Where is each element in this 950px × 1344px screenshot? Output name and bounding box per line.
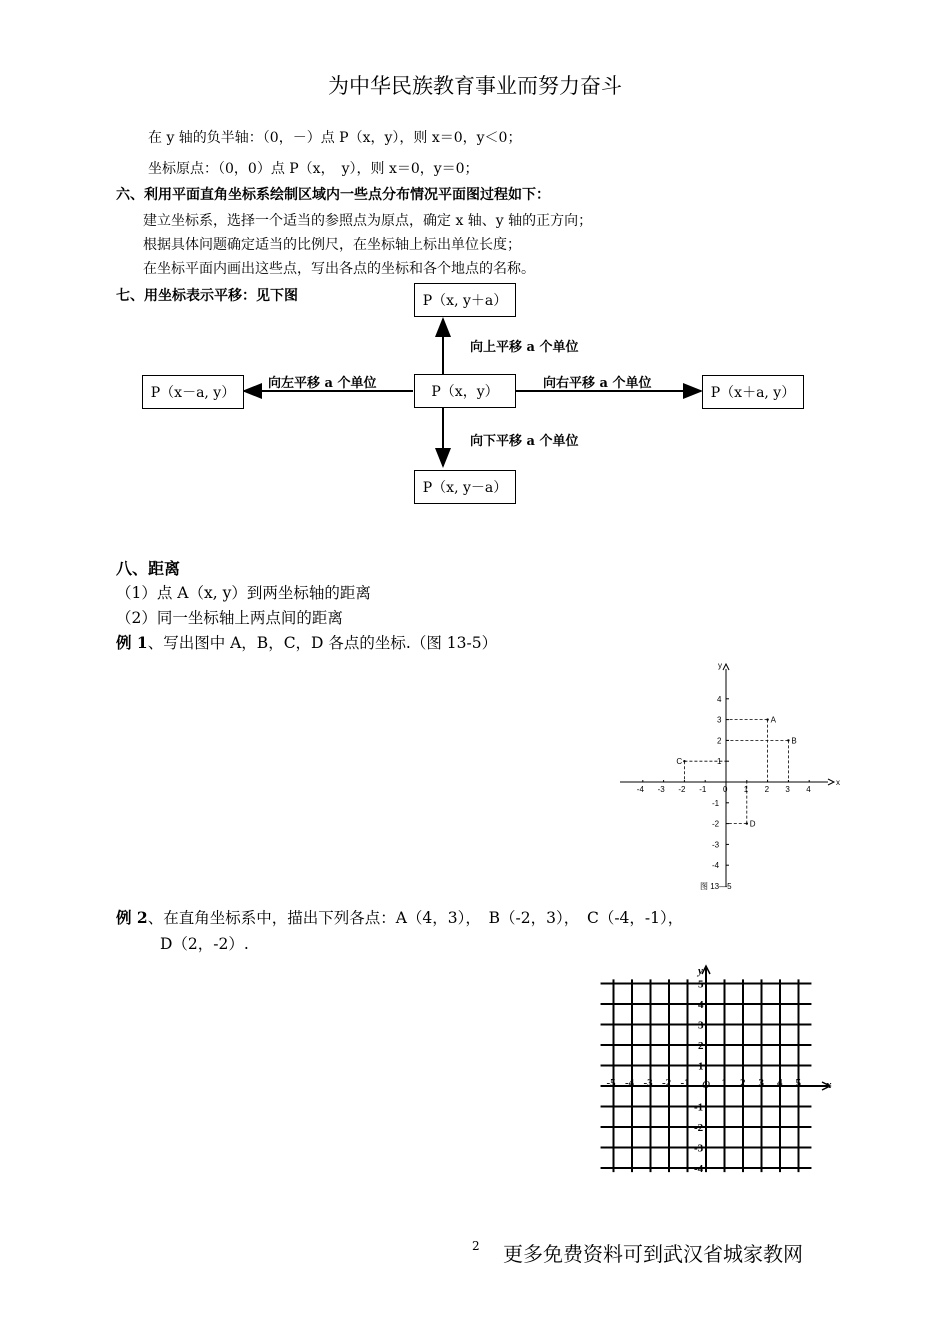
y-tick-label: -1: [712, 798, 720, 808]
point-label: B: [791, 736, 797, 746]
x-tick-label: -4: [636, 785, 644, 794]
y-tick-label: -3: [694, 1142, 704, 1155]
example-2: [116, 906, 683, 928]
example-1: [116, 631, 497, 653]
x-axis-label: x: [836, 778, 840, 787]
x-tick-label: -4: [625, 1077, 635, 1089]
line-y-negative: 在 y 轴的负半轴：（0，－）点 P（x，y），则 x＝0，y＜0；: [148, 130, 522, 146]
x-tick-label: 2: [740, 1077, 746, 1089]
y-tick-label: 4: [698, 999, 704, 1011]
point-up-box: [414, 283, 516, 317]
example-2-text-line2: D（2，-2）.: [160, 935, 249, 953]
data-point: [746, 822, 748, 824]
y-tick-label: 1: [698, 1060, 704, 1073]
example-1-text: 、写出图中 A，B，C，D 各点的坐标.（图 13-5）: [147, 634, 498, 652]
x-tick-label: -1: [680, 1077, 690, 1089]
line-origin: 坐标原点：（0，0）点 P（x， y），则 x＝0，y＝0；: [148, 161, 479, 177]
x-axis-label: x: [826, 1079, 832, 1091]
y-tick-label: 2: [717, 736, 722, 746]
x-tick-label: -1: [699, 785, 707, 794]
y-tick-label: -2: [694, 1122, 704, 1134]
x-tick-label: 4: [806, 785, 811, 794]
x-tick-label: 1: [721, 1077, 727, 1089]
data-point: [766, 718, 768, 720]
label-right: 向右平移 a 个单位: [543, 376, 652, 391]
point-right-box: [702, 375, 804, 409]
point-center-box: [414, 374, 516, 408]
point-up-label: P（x, y＋a）: [422, 293, 508, 309]
section-6-step-3: 在坐标平面内画出这些点，写出各点的坐标和各个地点的名称。: [143, 261, 535, 277]
label-up: 向上平移 a 个单位: [470, 340, 579, 355]
example-2-text: 、在直角坐标系中，描出下列各点：A（4，3）， B（-2，3）， C（-4，-1），: [147, 909, 684, 927]
y-axis-label: y: [718, 661, 722, 670]
y-tick-label: 2: [698, 1040, 704, 1052]
section-6-title: 六、利用平面直角坐标系绘制区域内一些点分布情况平面图过程如下：: [116, 187, 550, 203]
y-tick-label: -1: [694, 1101, 704, 1114]
example-1-label: 例 1: [116, 633, 148, 652]
example-2-label: 例 2: [116, 908, 148, 927]
section-8-item-1: （1）点 A（x, y）到两坐标轴的距离: [116, 584, 371, 602]
origin-label: O: [702, 1079, 710, 1091]
y-tick-label: -2: [712, 819, 720, 829]
section-6-step-2: 根据具体问题确定适当的比例尺，在坐标轴上标出单位长度；: [143, 237, 521, 253]
x-tick-label: 2: [764, 785, 770, 794]
point-label: D: [749, 819, 756, 829]
footer-text: 更多免费资料可到武汉省城家教网: [503, 1242, 803, 1266]
y-tick-label: 5: [698, 978, 704, 991]
data-point: [787, 739, 789, 741]
point-down-label: P（x, y－a）: [422, 480, 508, 496]
y-tick-label: 3: [698, 1019, 704, 1032]
graph-13-5: [600, 655, 850, 900]
x-tick-label: -3: [657, 785, 665, 794]
label-down: 向下平移 a 个单位: [470, 434, 579, 449]
x-tick-label: 0: [723, 785, 728, 794]
point-label: A: [770, 715, 776, 725]
x-axis-arrow: [828, 779, 834, 785]
x-tick-label: 4: [777, 1077, 783, 1089]
point-left-box: [142, 375, 244, 409]
y-tick-label: 4: [717, 694, 722, 704]
x-tick-label: -5: [606, 1077, 616, 1089]
grid-graph: [600, 960, 845, 1175]
y-axis-label: y: [698, 965, 703, 977]
y-tick-label: -4: [694, 1163, 704, 1175]
y-tick-label: -4: [712, 861, 720, 871]
y-tick-label: -3: [712, 840, 720, 850]
label-left: 向左平移 a 个单位: [268, 376, 377, 391]
x-tick-label: 3: [758, 1077, 764, 1089]
point-center-label: P（x，y）: [431, 384, 499, 400]
x-tick-label: 5: [795, 1077, 801, 1089]
section-6-step-1: 建立坐标系，选择一个适当的参照点为原点，确定 x 轴、y 轴的正方向；: [143, 213, 593, 229]
page-number: 2: [472, 1239, 480, 1253]
page-header: 为中华民族教育事业而努力奋斗: [328, 74, 622, 98]
point-down-box: [414, 470, 516, 504]
x-tick-label: 1: [743, 785, 749, 794]
x-tick-label: 3: [785, 785, 790, 794]
section-7-title: 七、用坐标表示平移：见下图: [116, 288, 298, 304]
data-point: [683, 760, 685, 762]
x-tick-label: -2: [662, 1077, 672, 1089]
y-tick-label: 1: [717, 757, 722, 767]
y-tick-label: 3: [717, 715, 722, 725]
x-tick-label: -2: [678, 785, 686, 794]
point-left-label: P（x－a, y）: [150, 385, 236, 401]
section-8-title: 八、距离: [116, 559, 181, 578]
x-tick-label: -3: [643, 1077, 653, 1089]
point-right-label: P（x＋a, y）: [710, 385, 796, 401]
figure-caption: 图 13—5: [700, 882, 732, 891]
section-8-item-2: （2）同一坐标轴上两点间的距离: [116, 609, 343, 627]
point-label: C: [676, 757, 683, 767]
